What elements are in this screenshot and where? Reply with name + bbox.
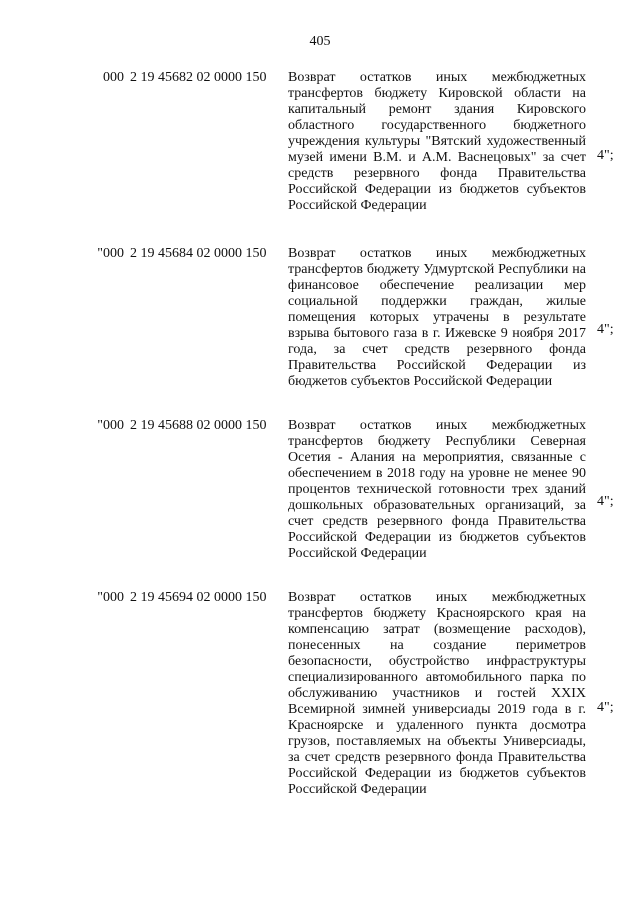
entry-value: 4"; (597, 322, 614, 337)
budget-classification-code: 2 19 45682 02 0000 150 (130, 70, 267, 85)
entry-description: Возврат остатков иных межбюджетных трансфертов бюджету Республики Северная Осетия - Алания на мероприятия, связанные с обеспечением в 2018 году на уровне не менее 90 процентов технической готовности трех зданий дошкольных образовательных организаций, за счет средств резервного фонда Правительства Российской Федерации из бюджетов субъектов Российской Федерации (288, 418, 586, 561)
entry-value: 4"; (597, 494, 614, 509)
page-number: 405 (309, 34, 331, 49)
budget-classification-code: 2 19 45688 02 0000 150 (130, 418, 267, 433)
budget-classification-code: 2 19 45684 02 0000 150 (130, 246, 267, 261)
entry-value: 4"; (597, 700, 614, 715)
entry-description: Возврат остатков иных межбюджетных трансфертов бюджету Кировской области на капитальный ремонт здания Кировского областного государственного бюджетного учреждения культуры "Вятский художественный музей имени В.М. и А.М. Васнецовых" за счет средств резервного фонда Правительства Российской Федерации из бюджетов субъектов Российской Федерации (288, 70, 586, 213)
budget-classification-code: 2 19 45694 02 0000 150 (130, 590, 267, 605)
admin-code: "000 (97, 590, 124, 605)
admin-code: 000 (103, 70, 124, 85)
entry-description: Возврат остатков иных межбюджетных трансфертов бюджету Удмуртской Республики на финансовое обеспечение реализации мер социальной поддержки граждан, жилые помещения которых утрачены в результате взрыва бытового газа в г. Ижевске 9 ноября 2017 года, за счет средств резервного фонда Правительства Российской Федерации из бюджетов субъектов Российской Федерации (288, 246, 586, 389)
admin-code: "000 (97, 418, 124, 433)
admin-code: "000 (97, 246, 124, 261)
entry-value: 4"; (597, 148, 614, 163)
entry-description: Возврат остатков иных межбюджетных трансфертов бюджету Красноярского края на компенсацию затрат (возмещение расходов), понесенных на создание периметров безопасности, обустройство инфраструктуры специализированного автомобильного парка по обслуживанию участников и гостей XXIX Всемирной зимней универсиады 2019 года в г. Красноярске и удаленного пункта досмотра грузов, поставляемых на объекты Универсиады, за счет средств резервного фонда Правительства Российской Федерации из бюджетов субъектов Российской Федерации (288, 590, 586, 797)
